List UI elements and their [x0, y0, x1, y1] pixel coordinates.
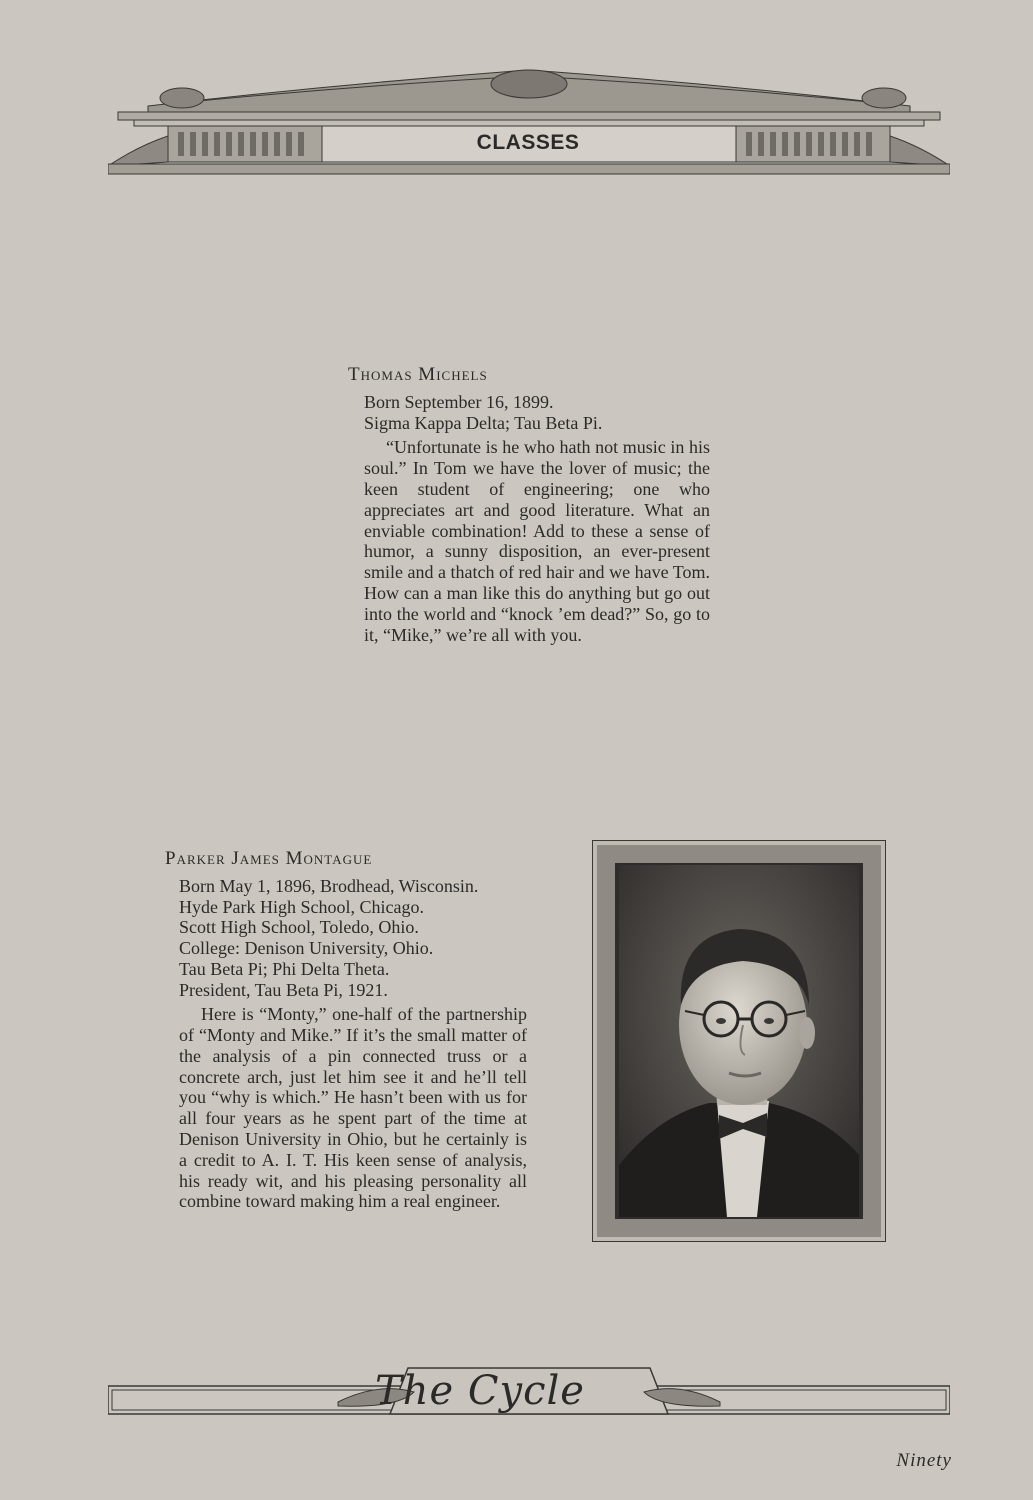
header-ornament-graphic: [108, 66, 950, 178]
detail-line: Sigma Kappa Delta; Tau Beta Pi.: [364, 412, 603, 433]
student-name: Parker James Montague: [165, 848, 373, 869]
student-details: [348, 392, 710, 645]
student-details: [165, 876, 527, 1212]
senior-entry-parker-montague: [165, 848, 527, 1212]
senior-entry-thomas-michels: [348, 364, 710, 645]
section-title: CLASSES: [476, 131, 580, 154]
portrait-photo: [619, 865, 859, 1217]
portrait-frame: [592, 840, 886, 1242]
detail-line: Born September 16, 1899.: [364, 392, 554, 412]
detail-line: Hyde Park High School, Chicago.: [179, 896, 424, 917]
detail-line: Tau Beta Pi; Phi Delta Theta.: [179, 958, 390, 979]
header-ornament: [108, 66, 950, 178]
detail-line: Scott High School, Toledo, Ohio.: [179, 917, 419, 938]
detail-line: College: Denison University, Ohio.: [179, 938, 434, 959]
detail-line: Born May 1, 1896, Brodhead, Wisconsin.: [179, 876, 479, 896]
page-number: Ninety: [896, 1450, 952, 1471]
student-bio: Here is “Monty,” one-half of the partnership of “Monty and Mike.” If it’s the small matter of the analysis of a pin connected truss or a concrete arch, just let him see it and he’ll tell you “why is which.” He hasn’t been with us for all four years as he spent part of the time at Denison University in Ohio, but he certainly is a credit to A. I. T. His keen sense of analysis, his ready wit, and his pleasing personality all combine toward making him a real engineer.: [179, 1004, 527, 1212]
yearbook-title: The Cycle: [375, 1368, 585, 1414]
detail-line: President, Tau Beta Pi, 1921.: [179, 979, 388, 1000]
student-name: Thomas Michels: [348, 364, 488, 385]
student-bio: “Unfortunate is he who hath not music in his soul.” In Tom we have the lover of music; the keen student of engineering; one who appreciates art and good literature. What an enviable combination! Add to these a sense of humor, a sunny disposition, an ever-present smile and a thatch of red hair and we have Tom. How can a man like this do anything but go out into the world and “knock ’em dead?” So, go to it, “Mike,” we’re all with you.: [364, 437, 710, 645]
